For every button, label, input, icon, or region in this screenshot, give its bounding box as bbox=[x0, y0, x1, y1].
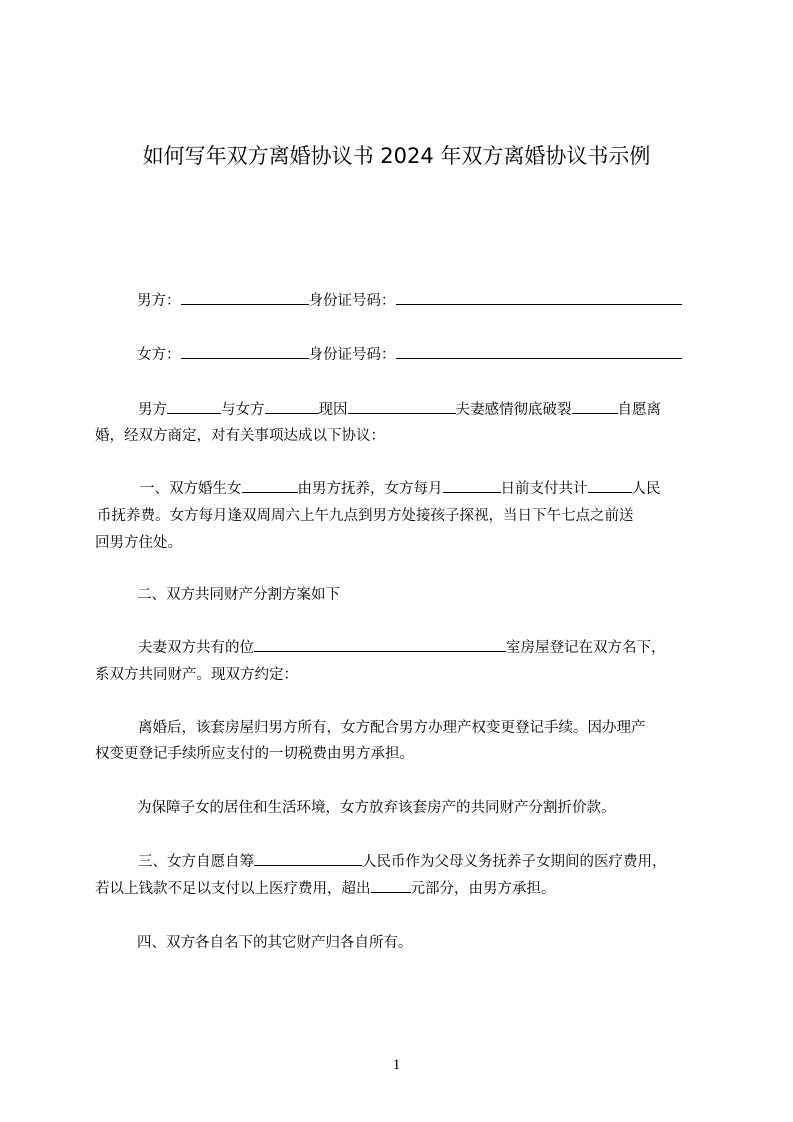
man-name-blank[interactable] bbox=[181, 289, 309, 305]
intro-woman-blank[interactable] bbox=[265, 398, 319, 414]
man-info-line bbox=[137, 289, 682, 313]
clause1-day-blank[interactable] bbox=[443, 477, 501, 493]
man-id-blank[interactable] bbox=[396, 289, 682, 305]
intro-line-1 bbox=[138, 398, 661, 422]
intro-extra-blank[interactable] bbox=[572, 398, 618, 414]
clause2-text-b: 室房屋登记在双方名下， bbox=[506, 640, 666, 656]
woman-name-blank[interactable] bbox=[181, 343, 309, 359]
clause1-line-3: 回男方住处。 bbox=[95, 535, 182, 551]
intro-text-e: 自愿离 bbox=[617, 402, 661, 418]
woman-id-blank[interactable] bbox=[396, 343, 682, 359]
clause3-text-b: 人民币作为父母义务抚养子女期间的医疗费用， bbox=[362, 854, 667, 870]
woman-id-label: 身份证号码： bbox=[308, 347, 396, 363]
clause2-line-1 bbox=[138, 636, 666, 660]
clause3-excess-blank[interactable] bbox=[371, 877, 411, 893]
clause3-text-d: 元部分，由男方承担。 bbox=[410, 881, 556, 897]
clause1-line-2: 币抚养费。女方每月逢双周周六上午九点到男方处接孩子探视，当日下午七点之前送 bbox=[97, 508, 634, 524]
clause1-line-1 bbox=[140, 477, 661, 501]
clause3-amount-blank[interactable] bbox=[254, 850, 362, 866]
clause3-line-1 bbox=[138, 850, 667, 874]
clause2-p2-line-2: 权变更登记手续所应支付的一切税费由男方承担。 bbox=[95, 746, 414, 762]
clause1-text-d: 人民 bbox=[631, 481, 661, 497]
clause2-text-a: 夫妻双方共有的位 bbox=[138, 640, 254, 656]
clause4-text: 四、双方各自名下的其它财产归各自所有。 bbox=[137, 935, 413, 951]
intro-text-c: 现因 bbox=[318, 402, 348, 418]
woman-info-line bbox=[137, 343, 682, 367]
clause1-text-b: 由男方抚养，女方每月 bbox=[297, 481, 443, 497]
clause2-p3: 为保障子女的居住和生活环境，女方放弃该套房产的共同财产分割折价款。 bbox=[137, 800, 616, 816]
page-number: 1 bbox=[392, 1057, 401, 1073]
man-label: 男方： bbox=[137, 293, 181, 309]
man-id-label: 身份证号码： bbox=[308, 293, 396, 309]
clause1-daughter-blank[interactable] bbox=[242, 477, 298, 493]
clause2-heading: 二、双方共同财产分割方案如下 bbox=[137, 587, 340, 603]
clause1-amount-blank[interactable] bbox=[588, 477, 632, 493]
intro-man-blank[interactable] bbox=[167, 398, 221, 414]
clause1-text-a: 一、双方婚生女 bbox=[140, 481, 242, 497]
intro-reason-blank[interactable] bbox=[348, 398, 456, 414]
clause3-text-c: 若以上钱款不足以支付以上医疗费用，超出 bbox=[95, 881, 371, 897]
intro-text-b: 与女方 bbox=[221, 402, 265, 418]
clause2-location-blank[interactable] bbox=[254, 636, 506, 652]
clause1-text-c: 日前支付共计 bbox=[500, 481, 588, 497]
document-title: 如何写年双方离婚协议书 2024 年双方离婚协议书示例 bbox=[142, 144, 651, 168]
intro-text-d: 夫妻感情彻底破裂 bbox=[455, 402, 572, 418]
clause2-line-2: 系双方共同财产。现双方约定： bbox=[95, 667, 298, 683]
clause3-line-2 bbox=[95, 877, 556, 901]
intro-text-a: 男方 bbox=[138, 402, 167, 418]
clause3-text-a: 三、女方自愿自筹 bbox=[138, 854, 254, 870]
clause2-p2-line-1: 离婚后，该套房屋归男方所有，女方配合男方办理产权变更登记手续。因办理产 bbox=[138, 720, 646, 736]
intro-line-2: 婚，经双方商定，对有关事项达成以下协议： bbox=[95, 428, 385, 444]
woman-label: 女方： bbox=[137, 347, 181, 363]
